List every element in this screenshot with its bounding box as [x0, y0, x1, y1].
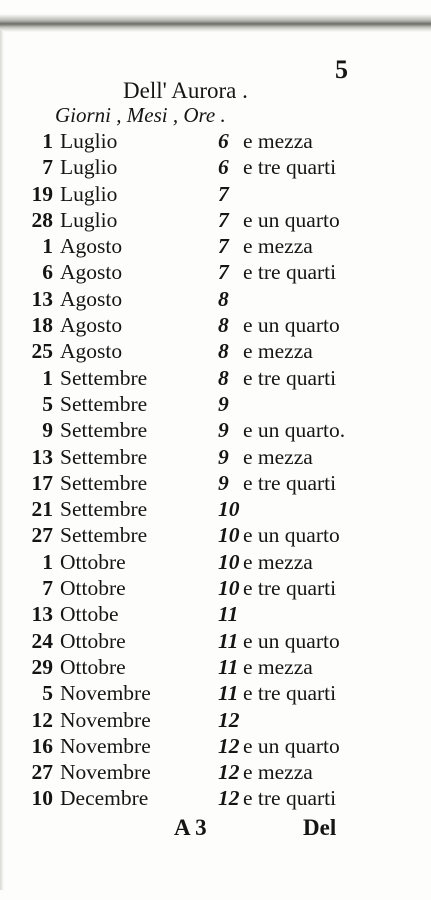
month-cell: Agosto [60, 313, 123, 338]
table-row [0, 259, 431, 285]
table-row [0, 286, 431, 312]
fraction-cell: e tre quarti [243, 576, 337, 601]
hour-cell: 8 [218, 339, 229, 364]
month-cell: Settembre [60, 391, 148, 416]
day-cell: 29 [31, 654, 53, 679]
day-cell: 5 [42, 681, 53, 706]
fraction-cell: e mezza [243, 129, 313, 153]
hour-cell: 12 [218, 760, 240, 785]
month-cell: Settembre [60, 497, 148, 522]
table-row [0, 575, 431, 601]
fraction-cell: e tre quarti [243, 365, 337, 390]
fraction-cell: e tre quarti [243, 786, 337, 811]
day-cell: 1 [42, 234, 53, 259]
day-cell: 12 [31, 707, 53, 732]
table-row [0, 417, 431, 443]
day-cell: 13 [31, 286, 53, 311]
month-cell: Ottobre [60, 654, 126, 679]
column-headers: Giorni , Mesi , Ore . [55, 103, 226, 127]
fraction-cell: e un quarto [243, 733, 340, 758]
day-cell: 13 [31, 602, 53, 627]
hour-cell: 10 [218, 549, 240, 574]
table-row [0, 338, 431, 364]
month-cell: Decembre [60, 786, 149, 811]
hour-cell: 7 [218, 260, 229, 285]
catchword: Del [303, 815, 337, 840]
hour-cell: 8 [218, 365, 229, 390]
table-row [0, 470, 431, 496]
table-row [0, 628, 431, 654]
table-row [0, 312, 431, 338]
fraction-cell: e un quarto. [243, 418, 346, 443]
fraction-cell: e mezza [243, 760, 313, 785]
hour-cell: 7 [218, 181, 229, 206]
day-cell: 1 [42, 365, 53, 390]
fraction-cell: e tre quarti [243, 681, 337, 706]
table-row [0, 207, 431, 233]
month-cell: Ottobe [60, 602, 119, 627]
day-cell: 6 [42, 260, 53, 285]
month-cell: Settembre [60, 444, 148, 469]
day-cell: 25 [31, 339, 53, 364]
month-cell: Settembre [60, 470, 148, 495]
day-cell: 21 [31, 497, 53, 522]
month-cell: Novembre [60, 707, 151, 732]
fraction-cell: e mezza [243, 339, 313, 364]
hour-cell: 7 [218, 234, 229, 259]
top-border-rule [0, 14, 431, 32]
day-cell: 7 [42, 576, 53, 601]
fraction-cell: e tre quarti [243, 470, 337, 495]
hour-cell: 10 [218, 576, 240, 601]
day-cell: 5 [42, 391, 53, 416]
day-cell: 28 [31, 207, 53, 232]
fraction-cell: e un quarto [243, 207, 340, 232]
hour-cell: 8 [218, 313, 229, 338]
month-cell: Luglio [60, 155, 118, 180]
fraction-cell: e mezza [243, 234, 313, 259]
fraction-cell: e mezza [243, 549, 313, 574]
hour-cell: 9 [218, 418, 229, 443]
table-row [0, 601, 431, 627]
fraction-cell: e un quarto [243, 313, 340, 338]
table-row [0, 785, 431, 811]
table-row [0, 759, 431, 785]
month-cell: Settembre [60, 418, 148, 443]
fraction-cell: e mezza [243, 654, 313, 679]
day-cell: 13 [31, 444, 53, 469]
fraction-cell: e un quarto [243, 628, 340, 653]
month-cell: Settembre [60, 365, 148, 390]
table-row [0, 365, 431, 391]
hour-cell: 12 [218, 786, 240, 811]
day-cell: 1 [42, 129, 53, 153]
day-cell: 18 [31, 313, 53, 338]
month-cell: Novembre [60, 760, 151, 785]
day-cell: 1 [42, 549, 53, 574]
hour-cell: 12 [218, 733, 240, 758]
table-row [0, 549, 431, 575]
hour-cell: 11 [218, 602, 239, 627]
day-cell: 7 [42, 155, 53, 180]
fraction-cell: e un quarto [243, 523, 340, 548]
printer-signature: A 3 [174, 815, 207, 840]
day-cell: 16 [31, 733, 53, 758]
month-cell: Luglio [60, 129, 118, 153]
month-cell: Settembre [60, 523, 148, 548]
day-cell: 27 [31, 760, 53, 785]
hour-cell: 6 [218, 129, 229, 153]
hour-cell: 10 [218, 523, 240, 548]
hour-cell: 11 [218, 628, 239, 653]
hour-cell: 6 [218, 155, 229, 180]
month-cell: Ottobre [60, 628, 126, 653]
table-row [0, 654, 431, 680]
table-row [0, 233, 431, 259]
page-title: Dell' Aurora . [123, 78, 248, 103]
day-cell: 9 [42, 418, 53, 443]
table-row [0, 391, 431, 417]
day-cell: 24 [31, 628, 53, 653]
month-cell: Luglio [60, 207, 118, 232]
fraction-cell: e tre quarti [243, 260, 337, 285]
hour-cell: 10 [218, 497, 240, 522]
month-cell: Luglio [60, 181, 118, 206]
month-cell: Ottobre [60, 576, 126, 601]
day-cell: 27 [31, 523, 53, 548]
table-row [0, 733, 431, 759]
table-row [0, 154, 431, 180]
table-row [0, 181, 431, 207]
day-cell: 17 [31, 470, 53, 495]
month-cell: Agosto [60, 286, 123, 311]
hour-cell: 9 [218, 391, 229, 416]
month-cell: Agosto [60, 234, 123, 259]
day-cell: 10 [31, 786, 53, 811]
hour-cell: 8 [218, 286, 229, 311]
table-row [0, 707, 431, 733]
month-cell: Ottobre [60, 549, 126, 574]
hour-cell: 9 [218, 444, 229, 469]
table-row [0, 128, 431, 154]
month-cell: Novembre [60, 681, 151, 706]
hour-cell: 11 [218, 681, 239, 706]
aurora-table [0, 128, 431, 812]
fraction-cell: e mezza [243, 444, 313, 469]
hour-cell: 11 [218, 654, 239, 679]
table-row [0, 496, 431, 522]
page-number: 5 [335, 55, 348, 84]
hour-cell: 12 [218, 707, 240, 732]
hour-cell: 7 [218, 207, 229, 232]
table-row [0, 444, 431, 470]
table-row [0, 680, 431, 706]
table-row [0, 522, 431, 548]
month-cell: Agosto [60, 339, 123, 364]
hour-cell: 9 [218, 470, 229, 495]
month-cell: Agosto [60, 260, 123, 285]
day-cell: 19 [31, 181, 53, 206]
month-cell: Novembre [60, 733, 151, 758]
fraction-cell: e tre quarti [243, 155, 337, 180]
